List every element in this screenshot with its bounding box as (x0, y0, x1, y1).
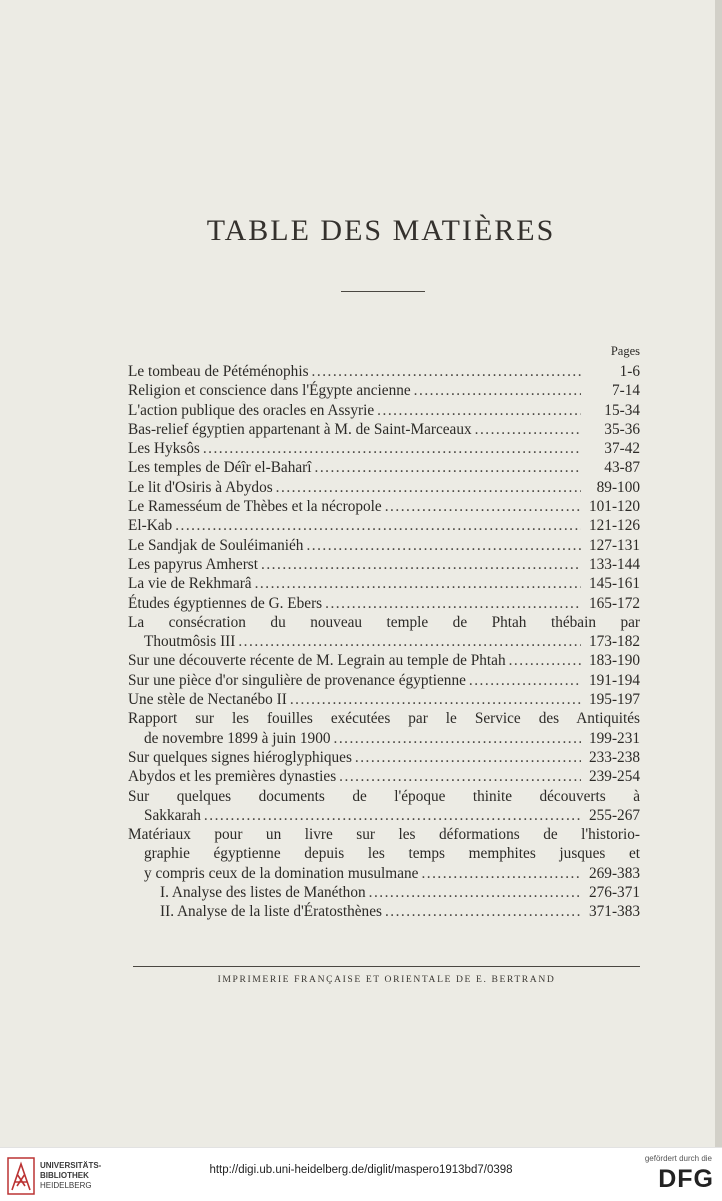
toc-entry (128, 516, 640, 535)
toc-entry-pages: 35-36 (604, 420, 640, 438)
dot-leader (385, 497, 581, 516)
toc-entry-pages: 7-14 (611, 382, 640, 400)
toc-entry (128, 883, 640, 902)
toc-entry-title: Sur une découverte récente de M. Legrain au temple de Phtah (128, 652, 506, 670)
toc-entry-pages: 127-131 (589, 536, 640, 554)
dot-leader (421, 864, 581, 883)
toc-entry-title: Sur une pièce d'or singulière de provenance égyptienne (128, 671, 466, 689)
toc-entry (128, 690, 640, 709)
title-rule (341, 291, 425, 292)
toc-entry-line: Rapport sur les fouilles exécutées par le Service des Antiquités (128, 710, 640, 728)
toc-entry-pages: 133-144 (589, 555, 640, 573)
dot-leader (339, 767, 581, 786)
toc-entry-title: El-Kab (128, 517, 173, 535)
toc-entry-title: Une stèle de Nectanébo II (128, 691, 287, 709)
toc-entry-pages: 255-267 (589, 806, 640, 824)
toc-entry (128, 748, 640, 767)
dot-leader (276, 478, 581, 497)
toc-entry-line: Sur quelques documents de l'époque thinite découverts à (128, 787, 640, 805)
dot-leader (204, 806, 581, 825)
toc-entry-pages: 371-383 (589, 903, 640, 921)
library-name-line-3: HEIDELBERG (40, 1181, 92, 1190)
table-of-contents (128, 362, 640, 922)
dot-leader (475, 420, 581, 439)
toc-entry-title: Le Ramesséum de Thèbes et la nécropole (128, 498, 382, 516)
toc-entry-pages: 233-238 (589, 748, 640, 766)
toc-entry-title: Religion et conscience dans l'Égypte ancienne (128, 382, 411, 400)
toc-entry (128, 806, 640, 825)
toc-entry (128, 574, 640, 593)
toc-entry-title: Sur quelques signes hiéroglyphiques (128, 748, 352, 766)
dot-leader (325, 594, 581, 613)
toc-entry (128, 536, 640, 555)
pages-column-header: Pages (610, 344, 640, 358)
toc-entry (128, 902, 640, 921)
toc-entry-title: Les temples de Déîr el-Baharî (128, 459, 312, 477)
university-library-logo-icon[interactable] (6, 1156, 36, 1196)
toc-entry-title: L'action publique des oracles en Assyrie (128, 401, 375, 419)
toc-entry-title: Sakkarah (144, 806, 201, 824)
toc-entry (128, 362, 640, 381)
toc-entry (128, 420, 640, 439)
toc-entry-title: Abydos et les premières dynasties (128, 768, 337, 786)
dot-leader (255, 574, 581, 593)
toc-entry-title: Les Hyksôs (128, 440, 200, 458)
funding-caption: gefördert durch die (644, 1154, 712, 1163)
permalink-url[interactable]: http://digi.ub.uni-heidelberg.de/diglit/maspero1913bd7/0398 (209, 1164, 513, 1176)
toc-entry-title: Le tombeau de Pétéménophis (128, 363, 309, 380)
dot-leader (385, 902, 581, 921)
viewer-footer-bar (0, 1147, 722, 1201)
toc-entry-line: Matériaux pour un livre sur les déformations de l'historio- (128, 826, 640, 844)
toc-entry-pages: 101-120 (589, 498, 640, 516)
toc-entry-pages: 191-194 (589, 671, 640, 689)
imprint-line: IMPRIMERIE FRANÇAISE ET ORIENTALE DE E. BERTRAND (217, 974, 556, 985)
toc-entry (128, 478, 640, 497)
toc-entry (128, 594, 640, 613)
toc-entry (128, 458, 640, 477)
toc-entry-title: de novembre 1899 à juin 1900 (144, 729, 331, 747)
toc-entry-pages: 239-254 (589, 768, 640, 786)
toc-entry (128, 497, 640, 516)
dot-leader (238, 632, 581, 651)
toc-entry-pages: 43-87 (604, 459, 640, 477)
toc-entry (128, 729, 640, 748)
dot-leader (469, 671, 581, 690)
dot-leader (203, 439, 581, 458)
toc-entry-pages: 89-100 (596, 478, 640, 496)
toc-entry (128, 381, 640, 400)
dot-leader (369, 883, 581, 902)
toc-entry (128, 439, 640, 458)
toc-entry (128, 632, 640, 651)
dot-leader (334, 729, 582, 748)
page-edge (715, 0, 722, 1147)
dot-leader (175, 516, 581, 535)
dot-leader (312, 362, 581, 381)
toc-entry (128, 401, 640, 420)
dot-leader (377, 401, 581, 420)
toc-entry-title: I. Analyse des listes de Manéthon (160, 884, 366, 902)
dot-leader (261, 555, 581, 574)
toc-entry-title: II. Analyse de la liste d'Ératosthènes (160, 903, 382, 921)
toc-entry (128, 651, 640, 670)
toc-entry-title: Thoutmôsis III (144, 633, 236, 651)
toc-entry-pages: 15-34 (604, 401, 640, 419)
toc-entry-pages: 199-231 (589, 729, 640, 747)
toc-entry-title: Bas-relief égyptien appartenant à M. de Saint-Marceaux (128, 420, 472, 438)
toc-entry-pages: 1-6 (619, 363, 640, 380)
dfg-logo[interactable]: DFG (658, 1165, 714, 1193)
toc-entry-pages: 145-161 (589, 575, 640, 593)
dot-leader (290, 690, 581, 709)
toc-entry-pages: 183-190 (589, 652, 640, 670)
page-title: TABLE DES MATIÈRES (206, 214, 556, 247)
toc-entry (128, 767, 640, 786)
library-name-line-1: UNIVERSITÄTS- (40, 1161, 102, 1170)
footer-rule (133, 966, 640, 967)
toc-entry (128, 864, 640, 883)
toc-entry-pages: 173-182 (589, 633, 640, 651)
toc-entry-title: Les papyrus Amherst (128, 555, 259, 573)
toc-entry-title: Études égyptiennes de G. Ebers (128, 594, 323, 612)
dot-leader (414, 381, 581, 400)
toc-entry-pages: 121-126 (589, 517, 640, 535)
toc-entry-title: Le Sandjak de Souléimaniéh (128, 536, 304, 554)
toc-entry-title: y compris ceux de la domination musulmane (144, 864, 419, 882)
toc-entry-pages: 195-197 (589, 691, 640, 709)
toc-entry-pages: 276-371 (589, 884, 640, 902)
toc-entry-line: graphie égyptienne depuis les temps memphites jusques et (144, 845, 640, 863)
dot-leader (355, 748, 581, 767)
toc-entry (128, 671, 640, 690)
library-name-line-2: BIBLIOTHEK (40, 1171, 89, 1180)
dot-leader (315, 458, 582, 477)
dot-leader (509, 651, 581, 670)
toc-entry (128, 555, 640, 574)
toc-entry-title: La vie de Rekhmarâ (128, 575, 252, 593)
toc-entry-title: Le lit d'Osiris à Abydos (128, 478, 273, 496)
toc-entry-pages: 269-383 (589, 864, 640, 882)
toc-entry-pages: 165-172 (589, 594, 640, 612)
toc-entry-pages: 37-42 (604, 440, 640, 458)
dot-leader (306, 536, 581, 555)
toc-entry-line: La consécration du nouveau temple de Phtah thébain par (128, 613, 640, 631)
